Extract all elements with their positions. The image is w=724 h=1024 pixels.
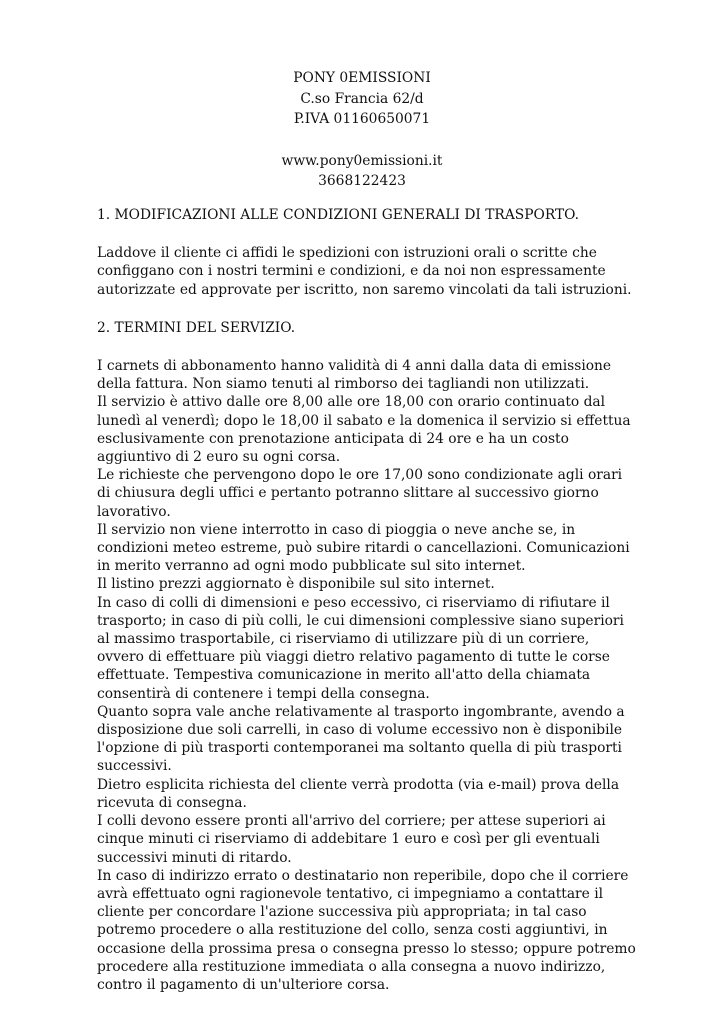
document-body [97,206,637,994]
term-item: In caso di indirizzo errato o destinatario non reperibile, dopo che il corriere avrà effettuato ogni ragionevole tentativo, ci impegniamo a contattare il cliente per concordare l'azione successiva più appropriata; in tal caso potremo procedere o alla restituzione del collo, senza costi aggiuntivi, in occasione della prossima presa o consegna presso lo stesso; oppure potremo procedere alla restituzione immediata o alla consegna a nuovo indirizzo, contro il pagamento di un'ulteriore corsa. [97,867,636,993]
term-item: Dietro esplicita richiesta del cliente verrà prodotta (via e-mail) prova della ricevuta di consegna. [97,776,620,811]
term-item: In caso di colli di dimensioni e peso eccessivo, ci riserviamo di rifiutare il trasporto; in caso di più colli, le cui dimensioni complessive siano superiori al massimo trasportabile, ci riserviamo di utilizzare più di un corriere, ovvero di effettuare più viaggi dietro relativo pagamento di tutte le corse effettuate. Tempestiva comunicazione in merito all'atto della chiamata consentirà di contenere i tempi della consegna. [97,594,624,702]
term-item: Le richieste che pervengono dopo le ore 17,00 sono condizionate agli orari di chiusura degli uffici e pertanto potranno slittare al successivo giorno lavorativo. [97,467,623,520]
term-item: I carnets di abbonamento hanno validità di 4 anni dalla data di emissione della fattura. Non siamo tenuti al rimborso dei tagliandi non utilizzati. [97,358,612,393]
section-1-title: 1. MODIFICAZIONI ALLE CONDIZIONI GENERALI DI TRASPORTO. [97,207,580,223]
term-item: Il listino prezzi aggiornato è disponibile sul sito internet. [97,576,495,593]
letterhead [0,68,724,192]
company-address: C.so Francia 62/d [300,90,424,107]
company-website: www.pony0emissioni.it [281,152,443,169]
term-item: Quanto sopra vale anche relativamente al trasporto ingombrante, avendo a disposizione due soli carrelli, in caso di volume eccessivo non è disponibile l'opzione di più trasporti contemporanei ma soltanto quella di più trasporti successivi. [97,703,625,775]
company-phone: 3668122423 [318,173,406,189]
term-item: Il servizio è attivo dalle ore 8,00 alle ore 18,00 con orario continuato dal lunedì al venerdì; dopo le 18,00 il sabato e la domenica il servizio si effettua esclusivamente con prenotazione anticipata di 24 ore e ha un costo aggiuntivo di 2 euro su ogni corsa. [97,394,631,466]
company-vat: P.IVA 01160650071 [293,111,431,127]
term-item: Il servizio non viene interrotto in caso di pioggia o neve anche se, in condizioni meteo estreme, può subire ritardi o cancellazioni. Comunicazioni in merito verranno ad ogni modo pubblicate sul sito internet. [97,521,630,575]
term-item: I colli devono essere pronti all'arrivo del corriere; per attese superiori ai cinque minuti ci riserviamo di addebitare 1 euro e così per gli eventuali successivi minuti di ritardo. [97,813,606,866]
company-name: PONY 0EMISSIONI [293,70,431,86]
section-1-text: Laddove il cliente ci affidi le spedizioni con istruzioni orali o scritte che configgano con i nostri termini e condizioni, e da noi non espressamente autorizzate ed approvate per iscritto, non saremo vincolati da tali istruzioni. [97,245,632,298]
section-2-terms [97,357,637,994]
section-2-title: 2. TERMINI DEL SERVIZIO. [97,319,296,336]
